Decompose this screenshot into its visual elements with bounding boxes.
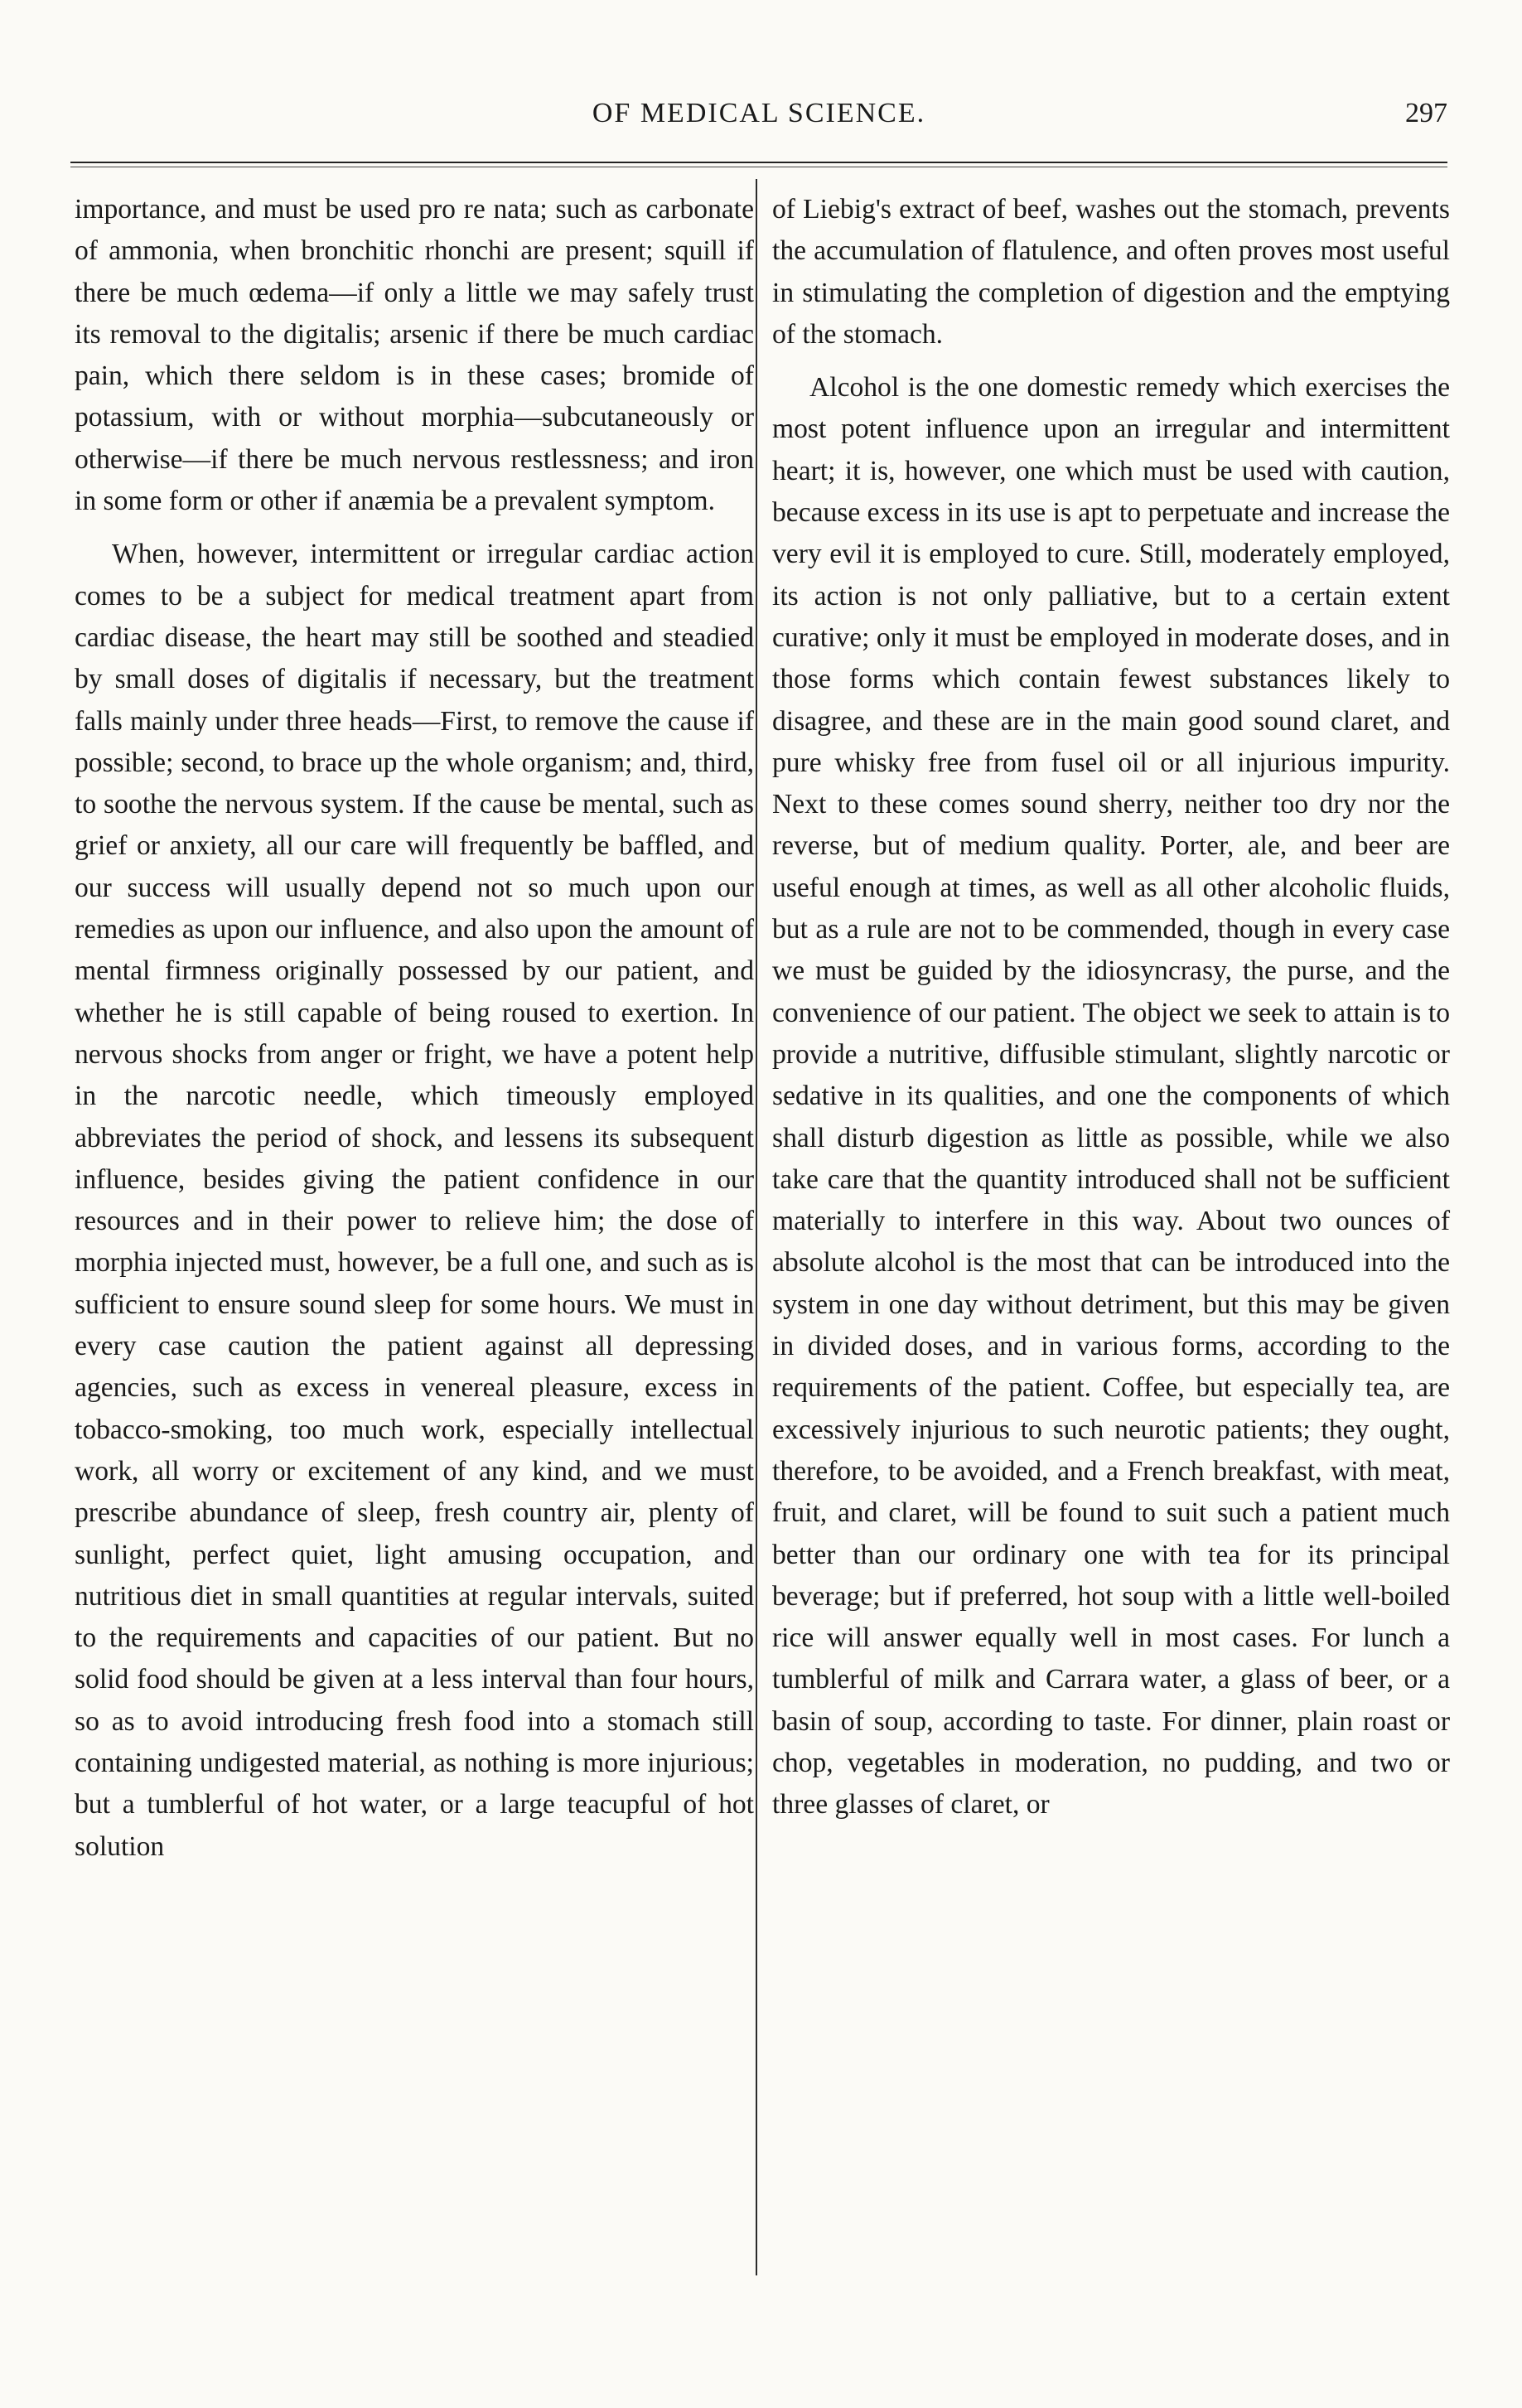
right-column xyxy=(772,189,1450,1826)
paragraph: importance, and must be used pro re nata; such as carbonate of ammonia, when bronchitic rhonchi are present; squill if there be much œdema—if only a little we may safely trust its removal to the digitalis; arsenic if there be much cardiac pain, which there seldom is in these cases; bromide of potassium, with or without morphia—subcutaneously or otherwise—if there be much nervous restlessness; and iron in some form or other if anæmia be a prevalent symptom. xyxy=(75,194,754,517)
column-divider xyxy=(756,179,757,2275)
page-header xyxy=(70,98,1447,147)
header-rule xyxy=(70,162,1447,163)
left-column xyxy=(75,189,754,1868)
paragraph: Alcohol is the one domestic remedy which exercises the most potent influence upon an irregular and intermittent heart; it is, however, one which must be used with caution, because excess in its use is apt to perpetuate and increase the very evil it is employed to cure. Still, moderately employed, its action is not only palliative, but to a certain extent curative; only it must be employed in moderate doses, and in those forms which contain fewest substances likely to disagree, and these are in the main good sound claret, and pure whisky free from fusel oil or all injurious impurity. Next to these comes sound sherry, neither too dry nor the reverse, but of medium quality. Porter, ale, and beer are useful enough at times, as well as all other alcoholic fluids, but as a rule are not to be commended, though in every case we must be guided by the idiosyncrasy, the purse, and the convenience of our patient. The object we seek to attain is to provide a nutritive, diffusible stimulant, slightly narcotic or sedative in its qualities, and one the components of which shall disturb digestion as little as possible, while we also take care that the quantity introduced shall not be sufficient materially to interfere in this way. About two ounces of absolute alcohol is the most that can be introduced into the system in one day without detriment, but this may be given in divided doses, and in various forms, according to the requirements of the patient. Coffee, but especially tea, are excessively injurious to such neurotic patients; they ought, therefore, to be avoided, and a French breakfast, with meat, fruit, and claret, will be found to suit such a patient much better than our ordinary one with tea for its principal beverage; but if preferred, hot soup with a little well-boiled rice will answer equally well in most cases. For lunch a tumblerful of milk and Carrara water, a glass of beer, or a basin of soup, according to taste. For dinner, plain roast or chop, vegetables in moderation, no pudding, and two or three glasses of claret, or xyxy=(772,372,1450,1821)
page-number: 297 xyxy=(1405,98,1447,128)
running-title: OF MEDICAL SCIENCE. xyxy=(592,98,926,128)
paragraph: When, however, intermittent or irregular cardiac action comes to be a subject for medical treatment apart from cardiac disease, the heart may still be soothed and steadied by small doses of digitalis if necessary, but the treatment falls mainly under three heads—First, to remove the cause if possible; second, to brace up the whole organism; and, third, to soothe the nervous system. If the cause be mental, such as grief or anxiety, all our care will frequently be baffled, and our success will usually depend not so much upon our remedies as upon our influence, and also upon the amount of mental firmness originally possessed by our patient, and whether he is still capable of being roused to exertion. In nervous shocks from anger or fright, we have a potent help in the narcotic needle, which timeously employed abbreviates the period of shock, and lessens its subsequent influence, besides giving the patient confidence in our resources and in their power to relieve him; the dose of morphia injected must, however, be a full one, and such as is sufficient to ensure sound sleep for some hours. We must in every case caution the patient against all depressing agencies, such as excess in venereal pleasure, excess in tobacco-smoking, too much work, especially intellectual work, all worry or excitement of any kind, and we must prescribe abundance of sleep, fresh country air, plenty of sunlight, perfect quiet, light amusing occupation, and nutritious diet in small quantities at regular intervals, suited to the requirements and capacities of our patient. But no solid food should be given at a less interval than four hours, so as to avoid introducing fresh food into a stomach still containing undigested material, as nothing is more injurious; but a tumblerful of hot water, or a large teacupful of hot solution xyxy=(75,539,754,1862)
paragraph: of Liebig's extract of beef, washes out the stomach, prevents the accumulation of flatulence, and often proves most useful in stimulating the completion of digestion and the emptying of the stomach. xyxy=(772,194,1450,350)
